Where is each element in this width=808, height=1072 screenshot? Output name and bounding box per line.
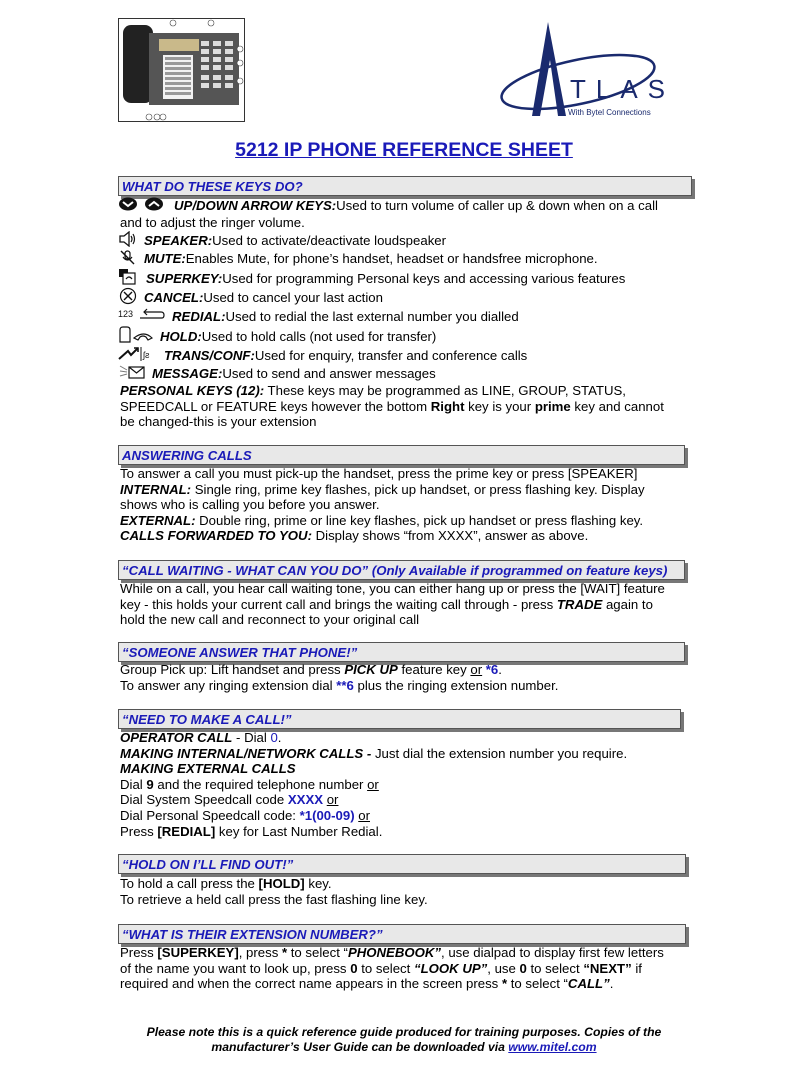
- mitel-link[interactable]: www.mitel.com: [508, 1040, 597, 1054]
- call-waiting-paragraph: [120, 581, 690, 628]
- text-run: Press: [120, 945, 158, 960]
- text-run: shows who is calling you before you answer.: [120, 497, 380, 513]
- section-bar-answer-phone: [118, 642, 685, 662]
- text-run: prime: [534, 398, 571, 414]
- text-run: required and when the correct name appears in the screen press: [120, 976, 502, 992]
- section-heading: “CALL WAITING - WHAT CAN YOU DO” (Only Available if programmed on feature keys): [122, 563, 668, 578]
- key-row-updown: [118, 197, 658, 215]
- text-run: to select: [526, 960, 584, 976]
- key-description: Used to send and answer messages: [222, 366, 436, 382]
- text-run: 0: [519, 960, 527, 976]
- key-description: Used to activate/deactivate loudspeaker: [212, 233, 447, 249]
- key-label: MUTE:: [144, 251, 186, 267]
- text-run: .: [609, 976, 614, 992]
- key-description: These keys may be programmed as LINE, GROUP, STATUS,: [264, 383, 626, 398]
- text-label: CALLS FORWARDED TO YOU:: [120, 528, 312, 544]
- key-description: Used to turn volume of caller up & down when on a call: [336, 198, 658, 214]
- text-run: , press: [238, 945, 282, 960]
- text-run: “LOOK UP”: [413, 960, 488, 976]
- text-run: While on a call, you hear call waiting tone, you can either hang up or press the [WAIT] feature: [120, 581, 665, 596]
- make-call-paragraph: [120, 730, 690, 839]
- text-run: TRADE: [556, 596, 603, 612]
- text-run: key and cannot: [570, 398, 664, 414]
- text-label: MAKING INTERNAL/NETWORK CALLS -: [120, 745, 372, 761]
- text-run: 0: [270, 730, 278, 745]
- up-arrow-key-icon: [144, 197, 164, 215]
- text-run: - Dial: [232, 730, 271, 745]
- key-label: TRANS/CONF:: [164, 348, 255, 364]
- text-run: to select “: [507, 976, 568, 992]
- section-bar-call-waiting: [118, 560, 685, 580]
- text-run: PHONEBOOK”: [347, 945, 442, 960]
- text-run: Single ring, prime key flashes, pick up handset, or press flashing key. Display: [191, 481, 645, 497]
- text-run: or: [470, 662, 483, 677]
- text-run: Display shows “from XXXX”, answer as above.: [311, 528, 589, 544]
- section-heading: “HOLD ON I’LL FIND OUT!”: [122, 857, 294, 872]
- key-row-message: [118, 365, 436, 383]
- footer-note: [0, 1025, 808, 1055]
- text-run: PICK UP: [344, 662, 398, 677]
- text-run: .: [498, 662, 502, 677]
- key-label: SPEAKER:: [144, 233, 213, 249]
- text-run: .: [277, 730, 282, 745]
- text-run: *1(00-09): [299, 807, 355, 823]
- text-run: Press: [120, 823, 158, 839]
- text-run: key.: [304, 876, 332, 891]
- text-run: Group Pick up: Lift handset and press: [120, 662, 345, 677]
- text-run: or: [367, 776, 379, 792]
- key-row-redial: [118, 308, 519, 326]
- text-run: Right: [430, 398, 465, 414]
- key-label: MESSAGE:: [152, 366, 223, 382]
- text-run: or: [358, 807, 370, 823]
- section-heading: WHAT DO THESE KEYS DO?: [122, 179, 303, 194]
- answering-paragraph: [120, 466, 690, 544]
- text-run: 9: [146, 776, 154, 792]
- text-run: CALL”: [567, 976, 610, 992]
- footer-line: Please note this is a quick reference guide produced for training purposes. Copies of the: [146, 1025, 662, 1039]
- text-run: and the required telephone number: [153, 776, 368, 792]
- text-label: INTERNAL:: [120, 481, 192, 497]
- key-row-hold: [118, 328, 436, 346]
- key-row-mute: [118, 250, 598, 268]
- key-description: Enables Mute, for phone’s handset, headset or handsfree microphone.: [185, 251, 598, 267]
- text-run: hold the new call and reconnect to your original call: [120, 612, 420, 628]
- section-bar-answering: [118, 445, 685, 465]
- text-run: XXXX: [287, 792, 324, 808]
- key-row-superkey: [118, 270, 625, 288]
- answer-phone-paragraph: [120, 662, 690, 693]
- text-run: be changed-this is your extension: [120, 414, 317, 430]
- text-run: to select: [357, 960, 414, 976]
- phone-image: [118, 18, 245, 122]
- text-run: 0: [350, 960, 358, 976]
- text-label: MAKING EXTERNAL CALLS: [120, 761, 296, 777]
- logo-tagline: With Bytel Connections: [568, 108, 651, 117]
- key-label: PERSONAL KEYS (12):: [120, 383, 265, 398]
- text-run: [REDIAL]: [157, 823, 216, 839]
- key-description: Used for programming Personal keys and accessing various features: [222, 271, 626, 287]
- text-run: key - this holds your current call and brings the waiting call through - press: [120, 596, 557, 612]
- text-run: **6: [336, 677, 354, 693]
- text-run: To answer a call you must pick-up the handset, press the prime key or press [SPEAKER]: [120, 466, 638, 481]
- down-arrow-key-icon: [118, 197, 138, 215]
- hold-paragraph: [120, 876, 690, 907]
- text-run: of the name you want to look up, press: [120, 960, 351, 976]
- key-label: REDIAL:: [172, 309, 226, 325]
- text-run: [SUPERKEY]: [157, 945, 239, 960]
- key-label: UP/DOWN ARROW KEYS:: [174, 198, 337, 214]
- key-row-trans-conf: [118, 347, 527, 365]
- key-description-cont: and to adjust the ringer volume.: [120, 215, 305, 230]
- section-bar-extension: [118, 924, 686, 944]
- text-run: again to: [602, 596, 653, 612]
- atlas-logo: [498, 20, 688, 120]
- text-run: [HOLD]: [258, 876, 305, 891]
- text-label: OPERATOR CALL: [120, 730, 233, 745]
- text-run: if: [631, 960, 642, 976]
- text-run: Dial Personal Speedcall code:: [120, 807, 300, 823]
- page-title: 5212 IP PHONE REFERENCE SHEET: [235, 139, 573, 161]
- text-run: plus the ringing extension number.: [353, 677, 559, 693]
- text-run: *: [501, 976, 508, 992]
- section-heading: “SOMEONE ANSWER THAT PHONE!”: [122, 645, 358, 660]
- text-run: To hold a call press the: [120, 876, 259, 891]
- personal-keys-paragraph: [120, 383, 690, 430]
- key-label: HOLD:: [160, 329, 202, 345]
- mute-microphone-icon: [118, 249, 138, 269]
- section-heading: “WHAT IS THEIR EXTENSION NUMBER?”: [122, 927, 383, 942]
- text-run: key is your: [464, 398, 535, 414]
- key-description: Used to redial the last external number you dialled: [225, 309, 519, 325]
- text-run: Just dial the extension number you require.: [371, 745, 628, 761]
- text-run: Dial: [120, 776, 147, 792]
- key-description: Used to cancel your last action: [203, 290, 383, 306]
- footer-line: manufacturer’s User Guide can be downloaded via: [211, 1040, 509, 1054]
- text-label: EXTERNAL:: [120, 512, 196, 528]
- text-run: to select “: [287, 945, 348, 960]
- section-heading: “NEED TO MAKE A CALL!”: [122, 712, 292, 727]
- key-description: Used to hold calls (not used for transfer): [201, 329, 437, 345]
- key-label: SUPERKEY:: [146, 271, 223, 287]
- redial-icon-text: 123: [118, 309, 134, 320]
- key-row-speaker: [118, 232, 446, 250]
- text-run: *: [281, 945, 288, 960]
- text-run: To answer any ringing extension dial: [120, 677, 337, 693]
- svg-text:ʃƨ: ʃƨ: [143, 350, 150, 361]
- text-run: , use: [487, 960, 520, 976]
- section-bar-hold: [118, 854, 686, 874]
- text-run: *6: [482, 662, 499, 677]
- text-run: Double ring, prime or line key flashes, pick up handset or press flashing key.: [195, 512, 644, 528]
- text-run: , use dialpad to display first few letters: [441, 945, 664, 960]
- speaker-icon: [118, 231, 138, 251]
- section-bar-keys: [118, 176, 692, 196]
- redial-icon: [118, 306, 166, 328]
- text-run: or: [326, 792, 339, 808]
- key-row-cancel: [118, 289, 383, 307]
- message-envelope-icon: [118, 363, 146, 385]
- text-run: key for Last Number Redial.: [215, 823, 383, 839]
- text-run: “NEXT”: [583, 960, 632, 976]
- text-run: feature key: [397, 662, 471, 677]
- section-heading: ANSWERING CALLS: [122, 448, 252, 463]
- text-run: Dial System Speedcall code: [120, 792, 288, 808]
- logo-word: TLAS: [570, 74, 676, 104]
- text-run: To retrieve a held call press the fast flashing line key.: [120, 891, 428, 907]
- key-description: Used for enquiry, transfer and conference calls: [254, 348, 528, 364]
- text-run: SPEEDCALL or FEATURE keys however the bottom: [120, 398, 431, 414]
- key-label: CANCEL:: [144, 290, 204, 306]
- extension-paragraph: [120, 945, 690, 992]
- section-bar-make-call: [118, 709, 681, 729]
